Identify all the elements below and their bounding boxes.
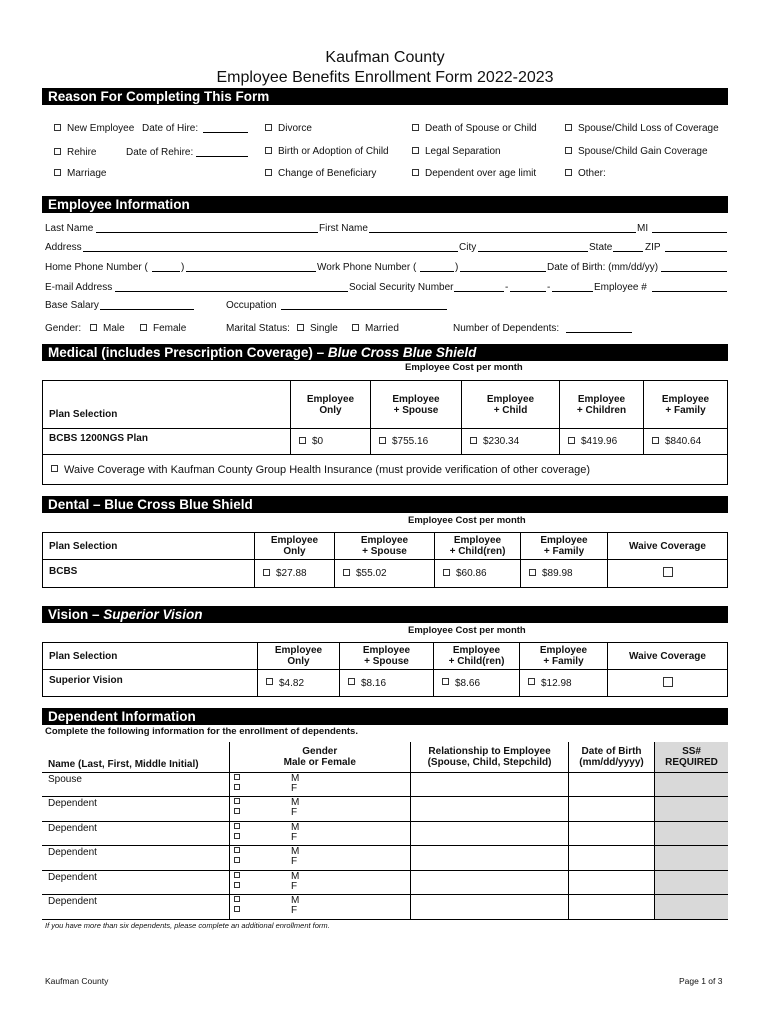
dependent-name-cell[interactable]: Dependent [42, 797, 229, 822]
col-employee-only: Employee Only [291, 381, 371, 429]
last-name-label: Last Name [45, 223, 94, 234]
birth-option[interactable]: Birth or Adoption of Child [265, 146, 389, 157]
vision-price-cell[interactable]: $8.66 [434, 670, 520, 697]
ssn-label: Social Security Number [349, 282, 454, 293]
base-salary-field[interactable] [100, 309, 194, 310]
table-row [42, 870, 728, 895]
relationship-cell[interactable] [411, 870, 569, 895]
dob-cell[interactable] [569, 846, 655, 871]
vision-price-cell[interactable]: $4.82 [258, 670, 340, 697]
col-employee-child: Employee + Child [462, 381, 560, 429]
col-employee-children: Employee + Child(ren) [435, 533, 521, 560]
base-salary-label: Base Salary [45, 300, 99, 311]
dental-price-cell[interactable]: $60.86 [435, 560, 521, 588]
occupation-field[interactable] [281, 309, 447, 310]
dental-price-cell[interactable]: $55.02 [335, 560, 435, 588]
checkbox-icon[interactable] [140, 324, 147, 331]
gender-labels: M F [241, 870, 411, 895]
dob-cell[interactable] [569, 797, 655, 822]
col-employee-only: Employee Only [255, 533, 335, 560]
relationship-cell[interactable] [411, 846, 569, 871]
mi-field[interactable] [652, 232, 727, 233]
medical-price-cell[interactable]: $230.34 [462, 429, 560, 455]
paren: ) [181, 262, 185, 273]
vision-cost-label: Employee Cost per month [408, 625, 526, 636]
ss-cell[interactable] [655, 772, 728, 797]
col-employee-spouse: Employee + Spouse [340, 643, 434, 670]
vision-price-cell[interactable]: $12.98 [520, 670, 608, 697]
num-dependents-field[interactable] [566, 332, 632, 333]
reason-section-header: Reason For Completing This Form [42, 88, 728, 105]
plan-selection-header: Plan Selection [43, 643, 258, 670]
dental-price-cell[interactable]: $89.98 [521, 560, 608, 588]
gender-boxes[interactable] [229, 870, 241, 895]
checkbox-icon[interactable] [234, 882, 240, 888]
dental-plan-table [42, 532, 728, 588]
dob-label: Date of Birth: (mm/dd/yy) [547, 262, 659, 273]
checkbox-icon[interactable] [265, 124, 272, 131]
checkbox-icon[interactable] [265, 169, 272, 176]
date-of-rehire-label: Date of Rehire: [126, 147, 194, 158]
divorce-option[interactable]: Divorce [265, 123, 312, 134]
checkbox-icon[interactable] [265, 147, 272, 154]
dental-section-header: Dental – Blue Cross Blue Shield [42, 496, 728, 513]
first-name-field[interactable] [369, 232, 636, 233]
col-waive: Waive Coverage [608, 533, 728, 560]
ssn-field-2[interactable] [510, 291, 546, 292]
checkbox-icon[interactable] [565, 124, 572, 131]
dependent-table [42, 742, 728, 920]
checkbox-icon[interactable] [663, 677, 673, 687]
dob-header: Date of Birth (mm/dd/yyyy) [569, 742, 655, 772]
table-row [42, 772, 728, 797]
num-dependents-label: Number of Dependents: [453, 323, 560, 334]
checkbox-icon[interactable] [54, 148, 61, 155]
checkbox-icon[interactable] [412, 169, 419, 176]
table-row [42, 821, 728, 846]
male-option[interactable]: Male [90, 323, 125, 334]
other-option[interactable]: Other: [565, 168, 606, 179]
checkbox-icon[interactable] [234, 906, 240, 912]
work-phone-area-field[interactable] [420, 271, 454, 272]
page-number: Page 1 of 3 [679, 976, 723, 986]
date-of-rehire-field[interactable] [196, 156, 248, 157]
dependent-instruction: Complete the following information for the enrollment of dependents. [45, 726, 358, 737]
checkbox-icon[interactable] [234, 872, 240, 878]
checkbox-icon[interactable] [412, 147, 419, 154]
gender-labels: M F [241, 821, 411, 846]
checkbox-icon[interactable] [352, 324, 359, 331]
medical-price-cell[interactable]: $419.96 [560, 429, 644, 455]
medical-plan-table [42, 380, 728, 485]
gain-coverage-option[interactable]: Spouse/Child Gain Coverage [565, 146, 708, 157]
plan-selection-header: Plan Selection [43, 381, 291, 429]
dental-price-cell[interactable]: $27.88 [255, 560, 335, 588]
loss-coverage-option[interactable]: Spouse/Child Loss of Coverage [565, 123, 719, 134]
checkbox-icon[interactable] [412, 124, 419, 131]
rehire-option[interactable]: Rehire [54, 147, 96, 158]
home-phone-area-field[interactable] [152, 271, 180, 272]
checkbox-icon[interactable] [443, 569, 450, 576]
checkbox-icon[interactable] [348, 678, 355, 685]
checkbox-icon[interactable] [234, 857, 240, 863]
address-label: Address [45, 242, 82, 253]
single-option[interactable]: Single [297, 323, 338, 334]
dob-cell[interactable] [569, 772, 655, 797]
vision-plan-name: Superior Vision [43, 670, 258, 697]
date-of-hire-field[interactable] [203, 132, 248, 133]
change-beneficiary-option[interactable]: Change of Beneficiary [265, 168, 376, 179]
dental-cost-label: Employee Cost per month [408, 515, 526, 526]
gender-boxes[interactable] [229, 772, 241, 797]
checkbox-icon[interactable] [266, 678, 273, 685]
col-employee-only: Employee Only [258, 643, 340, 670]
work-phone-field[interactable] [460, 271, 546, 272]
col-employee-spouse: Employee + Spouse [335, 533, 435, 560]
state-field[interactable] [613, 251, 643, 252]
date-of-hire-label: Date of Hire: [142, 123, 199, 134]
gender-boxes[interactable] [229, 846, 241, 871]
relationship-cell[interactable] [411, 821, 569, 846]
ssn-field-1[interactable] [454, 291, 504, 292]
medical-plan-name: BCBS 1200NGS Plan [43, 429, 291, 455]
checkbox-icon[interactable] [663, 567, 673, 577]
checkbox-icon[interactable] [652, 437, 659, 444]
relationship-header: Relationship to Employee (Spouse, Child, Stepchild) [411, 742, 569, 772]
form-title: Employee Benefits Enrollment Form 2022-2023 [216, 69, 554, 86]
gender-boxes[interactable] [229, 821, 241, 846]
form-title-county: Kaufman County [325, 49, 445, 66]
dental-waive-cell[interactable] [608, 560, 728, 588]
medical-price-cell[interactable]: $0 [291, 429, 371, 455]
checkbox-icon[interactable] [565, 147, 572, 154]
home-phone-field[interactable] [186, 271, 316, 272]
email-label: E-mail Address [45, 282, 113, 293]
city-field[interactable] [478, 251, 588, 252]
gender-labels: M F [241, 772, 411, 797]
dependent-name-cell[interactable]: Dependent [42, 870, 229, 895]
gender-labels: M F [241, 846, 411, 871]
checkbox-icon[interactable] [568, 437, 575, 444]
ss-cell[interactable] [655, 870, 728, 895]
state-label: State [589, 242, 613, 253]
col-employee-children: Employee + Child(ren) [434, 643, 520, 670]
marriage-option[interactable]: Marriage [54, 168, 106, 179]
checkbox-icon[interactable] [234, 784, 240, 790]
checkbox-icon[interactable] [234, 798, 240, 804]
legal-separation-option[interactable]: Legal Separation [412, 146, 501, 157]
relationship-cell[interactable] [411, 772, 569, 797]
last-name-field[interactable] [96, 232, 318, 233]
checkbox-icon[interactable] [379, 437, 386, 444]
table-row [42, 895, 728, 920]
dependent-note: If you have more than six dependents, please complete an additional enrollment form. [45, 921, 330, 930]
footer-left: Kaufman County [45, 976, 109, 986]
col-waive: Waive Coverage [608, 643, 728, 670]
address-field[interactable] [83, 251, 458, 252]
checkbox-icon[interactable] [54, 124, 61, 131]
plan-selection-header: Plan Selection [43, 533, 255, 560]
zip-label: ZIP [645, 242, 661, 253]
occupation-label: Occupation [226, 300, 277, 311]
gender-boxes[interactable] [229, 797, 241, 822]
gender-header: Gender Male or Female [229, 742, 411, 772]
work-phone-label: Work Phone Number ( [317, 262, 417, 273]
checkbox-icon[interactable] [529, 569, 536, 576]
table-row [42, 797, 728, 822]
name-header: Name (Last, First, Middle Initial) [42, 742, 229, 772]
dependent-name-cell[interactable]: Dependent [42, 895, 229, 920]
marital-label: Marital Status: [226, 323, 290, 334]
ss-header: SS# REQUIRED [655, 742, 728, 772]
ss-cell[interactable] [655, 846, 728, 871]
checkbox-icon[interactable] [299, 437, 306, 444]
dependent-age-option[interactable]: Dependent over age limit [412, 168, 536, 179]
dependent-section-header: Dependent Information [42, 708, 728, 725]
employee-number-field[interactable] [652, 291, 727, 292]
checkbox-icon[interactable] [234, 774, 240, 780]
dependent-name-cell[interactable]: Dependent [42, 821, 229, 846]
checkbox-icon[interactable] [470, 437, 477, 444]
checkbox-icon[interactable] [297, 324, 304, 331]
checkbox-icon[interactable] [343, 569, 350, 576]
zip-field[interactable] [665, 251, 727, 252]
checkbox-icon[interactable] [234, 833, 240, 839]
dependent-name-cell[interactable]: Dependent [42, 846, 229, 871]
medical-cost-label: Employee Cost per month [405, 362, 523, 373]
dob-cell[interactable] [569, 821, 655, 846]
dash: - [547, 282, 551, 293]
vision-waive-cell[interactable] [608, 670, 728, 697]
email-field[interactable] [115, 291, 348, 292]
checkbox-icon[interactable] [234, 823, 240, 829]
ssn-field-3[interactable] [552, 291, 593, 292]
checkbox-icon[interactable] [90, 324, 97, 331]
checkbox-icon[interactable] [234, 896, 240, 902]
vision-price-cell[interactable]: $8.16 [340, 670, 434, 697]
first-name-label: First Name [319, 223, 368, 234]
dob-cell[interactable] [569, 895, 655, 920]
employee-number-label: Employee # [594, 282, 647, 293]
col-employee-family: Employee + Family [644, 381, 728, 429]
death-option[interactable]: Death of Spouse or Child [412, 123, 537, 134]
dependent-name-cell[interactable]: Spouse [42, 772, 229, 797]
mi-label: MI [637, 223, 649, 234]
checkbox-icon[interactable] [442, 678, 449, 685]
col-employee-spouse: Employee + Spouse [371, 381, 462, 429]
checkbox-icon[interactable] [51, 465, 58, 472]
relationship-cell[interactable] [411, 895, 569, 920]
female-option[interactable]: Female [140, 323, 186, 334]
dash: - [505, 282, 509, 293]
checkbox-icon[interactable] [234, 847, 240, 853]
home-phone-label: Home Phone Number ( [45, 262, 148, 273]
medical-waive-option[interactable]: Waive Coverage with Kaufman County Group Health Insurance (must provide verification of other coverage) [43, 455, 728, 485]
gender-labels: M F [241, 797, 411, 822]
ss-cell[interactable] [655, 895, 728, 920]
ss-cell[interactable] [655, 821, 728, 846]
medical-price-cell[interactable]: $755.16 [371, 429, 462, 455]
dental-plan-name: BCBS [43, 560, 255, 588]
vision-section-header: Vision – Superior Vision [42, 606, 728, 623]
col-employee-children: Employee + Children [560, 381, 644, 429]
checkbox-icon[interactable] [263, 569, 270, 576]
medical-price-cell[interactable]: $840.64 [644, 429, 728, 455]
new-employee-option[interactable]: New Employee [54, 123, 134, 134]
paren: ) [455, 262, 459, 273]
vision-plan-table [42, 642, 728, 697]
col-employee-family: Employee + Family [520, 643, 608, 670]
gender-boxes[interactable] [229, 895, 241, 920]
dob-field[interactable] [661, 271, 727, 272]
employee-section-header: Employee Information [42, 196, 728, 213]
checkbox-icon[interactable] [565, 169, 572, 176]
dob-cell[interactable] [569, 870, 655, 895]
married-option[interactable]: Married [352, 323, 399, 334]
col-employee-family: Employee + Family [521, 533, 608, 560]
relationship-cell[interactable] [411, 797, 569, 822]
medical-section-header: Medical (includes Prescription Coverage) – Blue Cross Blue Shield [42, 344, 728, 361]
gender-label: Gender: [45, 323, 82, 334]
checkbox-icon[interactable] [234, 808, 240, 814]
checkbox-icon[interactable] [528, 678, 535, 685]
gender-labels: M F [241, 895, 411, 920]
city-label: City [459, 242, 477, 253]
ss-cell[interactable] [655, 797, 728, 822]
checkbox-icon[interactable] [54, 169, 61, 176]
table-row [42, 846, 728, 871]
